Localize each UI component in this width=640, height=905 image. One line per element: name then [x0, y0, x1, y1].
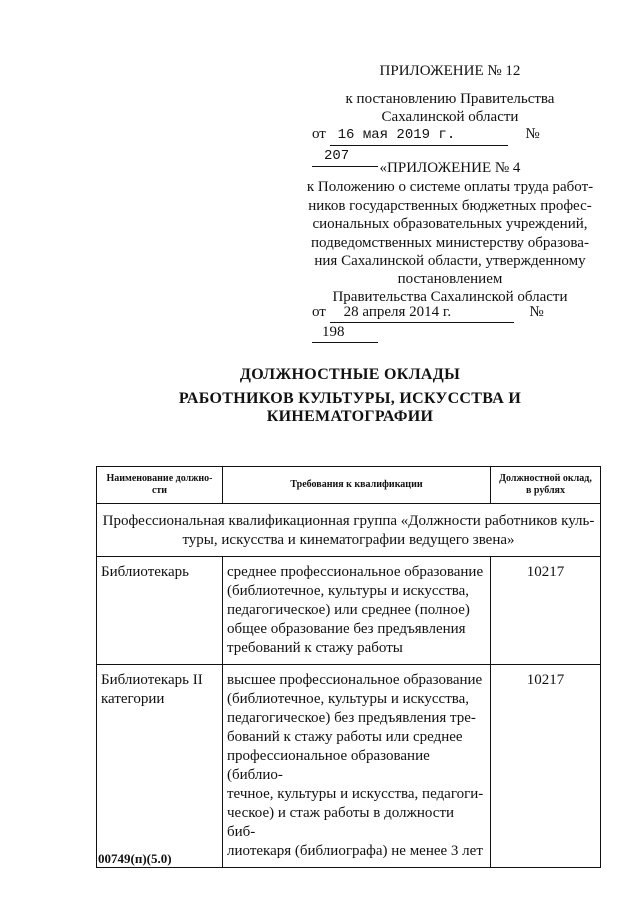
table-row [97, 665, 601, 868]
annex-number: 198 [312, 323, 378, 343]
annex-line-2: ников государственных бюджетных профес- [308, 198, 592, 214]
header-salary: Должностной оклад, в рублях [491, 467, 601, 504]
document-code: 00749(п)(5.0) [98, 851, 172, 866]
group-row [97, 504, 601, 557]
annex-date: 28 апреля 2014 г. [330, 303, 514, 323]
qualification-requirements: высшее профессиональное образование (библиотечное, культуры и искусства, педагогическое) без предъявления тре- бований к стажу работы или среднее профессиональное образование (библио- течное, культуры и искусства, педагоги- ческое) и стаж работы в должности биб- лиотекаря (библиографа) не менее 3 лет [227, 672, 484, 859]
salary-value: 10217 [526, 564, 565, 580]
appendix-title: ПРИЛОЖЕНИЕ № 12 [379, 63, 521, 79]
annex-line-3: сиональных образовательных учреждений, [312, 216, 588, 232]
position-name: Библиотекарь II категории [101, 672, 203, 707]
salary-table [96, 466, 601, 868]
table-row [97, 557, 601, 665]
doc-title-line-1: ДОЛЖНОСТНЫЕ ОКЛАДЫ [239, 366, 461, 383]
annex-date-line [312, 303, 602, 343]
resolution-line: к постановлению Правительства [345, 91, 555, 107]
qualification-requirements: среднее профессиональное образование (библиотечное, культуры и искусства, педагогическое) или среднее (полное) общее образование без предъявления требований к стажу работы [227, 564, 484, 656]
annex-line-1: к Положению о системе оплаты труда работ- [306, 179, 594, 195]
group-title: Профессиональная квалификационная группа «Должности работников куль- туры, искусства и кинематографии ведущего звена» [102, 513, 595, 548]
doc-title-line-3: КИНЕМАТОГРАФИИ [266, 408, 434, 425]
resolution-number: 207 [312, 147, 378, 167]
doc-title-line-2: РАБОТНИКОВ КУЛЬТУРЫ, ИСКУССТВА И [178, 390, 522, 407]
position-name: Библиотекарь [101, 564, 189, 580]
annex-line-7: Правительства Сахалинской области [332, 289, 568, 305]
table-header-row [97, 467, 601, 504]
annex-line-4: подведомственных министерству образова- [311, 235, 589, 251]
annex-from-label: от [312, 304, 326, 320]
number-label: № [525, 126, 540, 142]
annex-title: «ПРИЛОЖЕНИЕ № 4 [379, 160, 521, 176]
annex-line-5: ния Сахалинской области, утвержденному [314, 253, 586, 269]
resolution-date: 16 мая 2019 г. [330, 126, 508, 146]
salary-value: 10217 [526, 672, 565, 688]
from-label: от [312, 126, 326, 142]
header-requirements: Требования к квалификации [223, 467, 491, 504]
annex-line-6: постановлением [397, 271, 503, 287]
region-line: Сахалинской области [381, 109, 519, 125]
header-position: Наименование должно- сти [97, 467, 223, 504]
annex-number-label: № [529, 304, 544, 320]
